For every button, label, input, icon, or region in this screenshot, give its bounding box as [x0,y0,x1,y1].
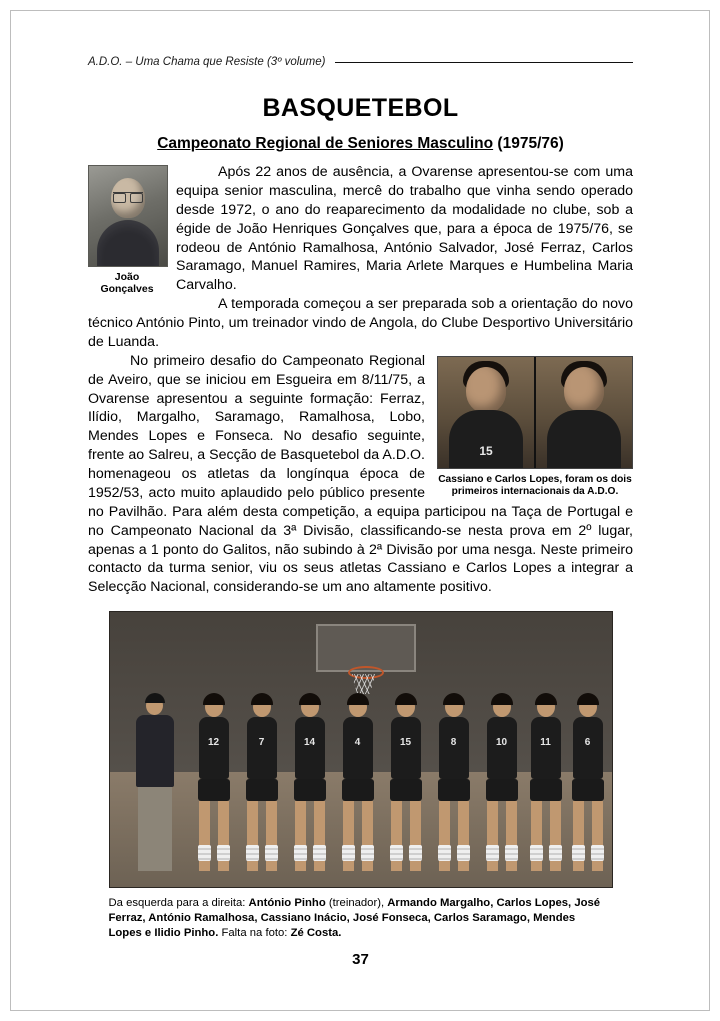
paragraph-1: Após 22 anos de ausência, a Ovarense apresentou-se com uma equipa senior masculina, mercê do trabalho que vinha sendo operado desde 1972, o ano do reaparecimento da modalidade no clube, sob a égide de João Henriques Gonçalves que, para a época de 1975/76, se rodeou de António Ramalhosa, António Salvador, José Ferraz, Carlos Saramago, Manuel Ramires, Maria Arlete Marques e Humbelina Maria Carvalho. [176,164,633,294]
caption-run: Falta na foto: [221,926,291,939]
caption-run: Zé Costa. [290,926,342,939]
coach-figure [132,693,178,871]
team-photo [109,611,613,888]
running-head-text: A.D.O. – Uma Chama que Resiste (3º volume) [88,56,326,68]
running-head-rule [335,62,633,63]
caption-run: António Pinho [248,897,329,910]
player-figure [434,693,474,871]
portrait-caption-line1: João [114,271,140,283]
jersey-number: 14 [303,737,316,749]
caption-run: Armando Margalho, Carlos Lopes, José Ferraz, António Ramalhosa, Cassiano Inácio, José Fonseca, Carlos Saramago, Mendes Lopes e Ilidio Pinho. [108,897,601,939]
head-shape [466,367,506,413]
section-subtitle [88,135,633,153]
player-figure [194,693,234,871]
player-figure [482,693,522,871]
player-figure [242,693,282,871]
head-shape [564,367,604,413]
subtitle-main: Campeonato Regional de Seniores Masculino [157,135,494,152]
jersey-number: 10 [495,737,508,749]
photo-cassiano [438,357,534,468]
duo-photo [437,356,633,469]
page-content [88,56,633,968]
jersey-number: 6 [584,737,591,749]
jersey-number: 15 [399,737,412,749]
caption-run: Da esquerda para a direita: [108,897,249,910]
caption-run: (treinador), [328,897,388,910]
figure-cassiano-carlos-lopes [437,356,633,499]
jersey-number: 8 [450,737,457,749]
subtitle-year: (1975/76) [497,135,564,152]
player-figure [526,693,566,871]
shirt-shape [119,222,137,248]
duo-caption: Cassiano e Carlos Lopes, foram os dois primeiros internacionais da A.D.O. [438,473,632,498]
jersey-number: 7 [258,737,265,749]
portrait-caption-line2: Gonçalves [100,283,154,296]
tie-shape [125,228,132,250]
page-title: BASQUETEBOL [262,94,459,122]
paragraph-2: A temporada começou a ser preparada sob a orientação do novo técnico António Pinto, um treinador vindo de Angola, do Clube Desportivo Universitário de Luanda. [88,296,633,350]
player-figure [568,693,608,871]
player-figure [290,693,330,871]
photo-carlos-lopes [536,357,632,468]
portrait-photo [88,165,168,267]
running-head [88,56,633,68]
jersey-shape [547,410,621,468]
figure-team-photo [88,611,633,968]
player-figure [338,693,378,871]
jersey-number: 15 [479,443,493,458]
glasses-icon [113,192,143,201]
backboard-shape [316,624,416,672]
jersey-number: 4 [354,737,361,749]
figure-joao-goncalves [88,165,166,296]
team-photo-caption [109,896,611,941]
jersey-shape [449,410,523,468]
portrait-caption [88,271,166,296]
page-number: 37 [352,950,369,968]
jersey-number: 11 [540,737,551,749]
paragraph-3: No primeiro desafio do Campeonato Regional de Aveiro, que se iniciou em Esgueira em 8/11/75, a Ovarense apresentou a seguinte formação: Ferraz, Ilídio, Margalho, Saramago, Ramalhosa, Lobo, Mendes Lopes e Fonseca. No desafio seguinte, frente ao Salreu, a Secção de Basquetebol da A.D.O. homenageou os atletas da longínqua época de 1952/53, acto muito aplaudido pelo público presente no Pavilhão. Para além desta competição, a equipa participou na Taça de Portugal e no Campeonato Nacional da 3ª Divisão, classificando-se nesta prova em 2º lugar, apenas a 1 ponto do Galitos, não subindo à 2ª Divisão por uma nesga. Neste primeiro contacto da turma senior, viu os seus atletas Cassiano e Carlos Lopes a integrar a Selecção Nacional, considerando-se um ano altamente positivo. [88,352,633,596]
player-figure [386,693,426,871]
jersey-number: 12 [207,737,220,749]
